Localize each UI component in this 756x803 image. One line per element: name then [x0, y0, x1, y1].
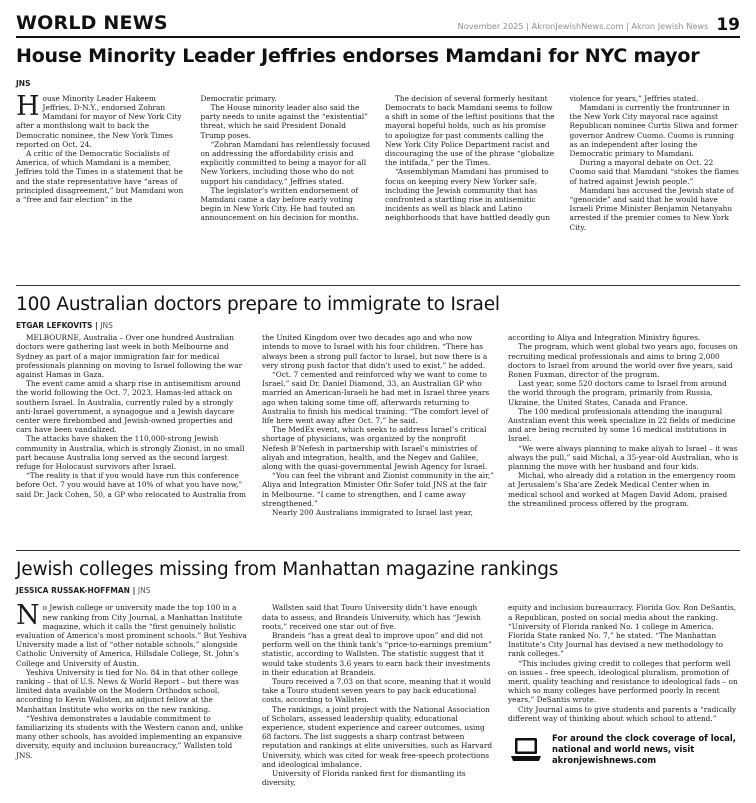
paragraph: equity and inclusion bureaucracy. Florida Gov. Ron DeSantis, a Republican, posted on social media about the ranking. “University of Florida ranked No. 1 college in America. Florida State ranked No. 7,” he stated. “The Manhattan Institute’s City Journal has devised a new methodology to rank colleges.” [508, 603, 737, 659]
paragraph: Yeshiva University is tied for No. 84 in that other college ranking – that of U.S. News & World Report – but there was limited data available on the Modern Orthodox school, according to Kevin Wallsten, an adjunct fellow at the Manhattan Institute who works on the new ranking. [16, 667, 239, 714]
byline-source: JNS [16, 78, 31, 88]
byline-source: JNS [137, 586, 151, 596]
article-column [262, 603, 494, 803]
paragraph: The rankings, a joint project with the National Association of Scholars, assessed leadership quality, educational experience, student experience and career outcomes, using 68 factors. The list suggests a sharp contrast between reputation and rankings at elite universities, such as Harvard University, which was cited for weak free-speech protections and ideological imbalance. [262, 704, 493, 769]
paragraph: Nearly 200 Australians immigrated to Israel last year, [272, 507, 473, 517]
paragraph: The attacks have shaken the 110,000-strong Jewish community in Australia, which is strongly Zionist, in no small part because Australia long served as the second largest refuge for Holocaust survivors after Israel. [16, 434, 245, 471]
section-divider [16, 285, 740, 286]
article-jewish-colleges [16, 559, 740, 803]
byline-author: ETGAR LEFKOVITS [16, 321, 93, 331]
article-byline: ETGAR LEFKOVITS | JNS [16, 321, 113, 331]
article-body [16, 333, 740, 546]
paragraph: “You can feel the vibrant and Zionist community in the air,” Aliya and Integration Minister Ofir Sofer told JNS at the fair in Melbourne. “I came to strengthen, and I came away strengthened.” [262, 471, 494, 508]
paragraph: Last year, some 520 doctors came to Israel from around the world through the program, primarily from Russia, Ukraine, the United States, Canada and France. [508, 379, 727, 407]
paragraph: Mamdani is currently the frontrunner in the New York City mayoral race against Republican nominee Curtis Sliwa and former governor Andrew Cuomo. Cuomo is running as an independent after losing the Democratic primary to Mamdani. [569, 103, 738, 159]
article-column [16, 600, 248, 803]
paragraph: “We were always planning to make aliyah to Israel – it was always the pull,” said Michal, a 35-year-old Australian, who is planning the move with her husband and four kids. [508, 443, 739, 471]
laptop-icon [510, 736, 542, 764]
paragraph: “Assemblyman Mamdani has promised to focus on keeping every New Yorker safe, including the Jewish community that has confronted a startling rise in antisemitic incidents as well as black and Latino neighborhoods that have battled deadly gun [385, 167, 550, 223]
article-column [570, 94, 741, 279]
article-column [508, 333, 740, 546]
paragraph: o Jewish college or university made the top 100 in a new ranking from City Journal, a Manhattan Institute magazine, which it calls the “first genuinely holistic evaluation of America’s most prominent schools.” But Yeshiva University made a list of “other notable schools,” alongside Catholic University of America, Hillsdale College, St. John’s College and University of Austin. [16, 603, 247, 668]
paragraph: Touro received a 7.03 on that score, meaning that it would take a Touro student seven years to pay back educational costs, according to Wallsten. [262, 677, 491, 705]
article-byline: JESSICA RUSSAK-HOFFMAN | JNS [16, 586, 151, 596]
promo-text: For around the clock coverage of local, national and world news, visit akronjewishnews.com [552, 733, 736, 766]
article-headline: Jewish colleges missing from Manhattan magazine rankings [16, 559, 559, 581]
section-divider [16, 550, 740, 551]
byline-author: JESSICA RUSSAK-HOFFMAN [16, 586, 130, 596]
article-column [385, 94, 556, 279]
section-title: WORLD NEWS [16, 12, 168, 34]
paragraph: Wallsten said that Touro University didn’t have enough data to assess, and Brandeis University, which has “Jewish roots,” received one star out of five. [262, 603, 481, 631]
paragraph: Brandeis “has a great deal to improve upon” and did not perform well on the think tank’s “price-to-earnings premium” statistic, according to Wallsten. The statistic suggest that it would take students 3.6 years to earn back their investments in their education at Brandeis. [262, 630, 492, 677]
drop-cap: N [16, 600, 40, 632]
paragraph: “Zohran Mamdani has relentlessly focused on addressing the affordability crisis and explicitly committed to being a mayor for all New Yorkers, including those who do not support his candidacy,” Jeffries stated. [200, 139, 371, 186]
folio-text: November 2025 | AkronJewishNews.com | Akron Jewish News [457, 21, 709, 31]
article-headline: 100 Australian doctors prepare to immigrate to Israel [16, 293, 500, 315]
page-number: 19 [716, 15, 740, 35]
paragraph: “The reality is that if you would have run this conference before Oct. 7 you would have at 10% of what you have now,” said Dr. Jack Cohen, 50, a GP who relocated to Australia from [16, 471, 246, 499]
folio [458, 17, 740, 36]
article-column [508, 603, 740, 803]
page-header [16, 10, 740, 38]
paragraph: the United Kingdom over two decades ago and who now intends to move to Israel with his four children. “There has always been a strong pull factor to Israel, but now there is a very strong push factor that didn’t used to exist,” he added. [262, 333, 488, 370]
paragraph: City Journal aims to give students and parents a “radically different way of thinking about which school to attend.” [508, 704, 737, 723]
website-promo [508, 733, 740, 766]
article-column [201, 94, 372, 279]
paragraph: The decision of several formerly hesitant Democrats to back Mamdani seems to follow a shift in some of the leftist positions that the mayoral hopeful holds, such as his promise to apologize for past comments calling the New York City Police Department racist and discouraging the use of the phrase “globalize the intifada,” per the Times. [385, 93, 555, 168]
paragraph: MELBOURNE, Australia – Over one hundred Australian doctors were gathering last week in both Melbourne and Sydney as part of a major immigration fair for medical professionals planning on moving to Israel following the war against Hamas in Gaza. [16, 333, 243, 379]
paragraph: The MedEx event, which seeks to address Israel’s critical shortage of physicians, was organized by the nonprofit Nefesh B’Nefesh in partnership with Israel’s ministries of aliyah and integration, health, and the Negev and Galilee, along with the quasi-governmental Jewish Agency for Israel. [262, 425, 488, 471]
byline-source: JNS [100, 321, 113, 331]
article-body [16, 90, 740, 279]
article-australian-doctors [16, 294, 740, 546]
paragraph: A critic of the Democratic Socialists of America, of which Mamdani is a member, Jeffries told the Times in a statement that he and the state representative have “areas of principled disagreement,” but Mamdani won a “free and fair election” in the [16, 149, 184, 205]
paragraph: Democratic primary. [200, 93, 277, 103]
paragraph: ouse Minority Leader Hakeem Jeffries, D-N.Y., endorsed Zohran Mamdani for mayor of New York City after a monthslong wait to back the Democratic nominee, the New York Times reported on Oct. 24. [16, 93, 182, 149]
paragraph: The event came amid a sharp rise in antisemitism around the world following the Oct. 7, 2023, Hamas-led attack on southern Israel. In Australia, currently ruled by a strongly anti-Israel government, a synagogue and a Jewish daycare center were firebombed and Jewish-owned properties and cars have been vandalized. [16, 379, 241, 435]
paragraph: violence for years,” Jeffries stated. [569, 93, 699, 103]
paragraph: Mamdani has accused the Jewish state of “genocide” and said that he would have Israeli Prime Minister Benjamin Netanyahu arrested if the premier comes to New York City. [569, 185, 734, 232]
article-column [16, 333, 248, 546]
paragraph: “Oct. 7 cemented and reinforced why we want to come to Israel,” said Dr. Daniel Diamond, 33, an Australian GP who married an American-Israeli he had met in Israel three years ago when taking some time off, afterwards returning to Australia to finish his medical training. “The comfort level of life here went away after Oct. 7,” he said. [262, 369, 490, 425]
paragraph: according to Aliya and Integration Ministry figures. [508, 333, 701, 343]
paragraph: The legislator’s written endorsement of Mamdani came a day before early voting begin in New York City. He had touted an announcement on his decision for months. [200, 185, 359, 223]
paragraph: The 100 medical professionals attending the inaugural Australian event this week specialize in 22 fields of medicine and are being recruited by some 16 medical institutions in Israel. [508, 406, 736, 444]
paragraph: The program, which went global two years ago, focuses on recruiting medical professionals and aims to bring 2,000 doctors to Israel from around the world over five years, said Ronen Fuxman, director of the program. [508, 342, 738, 379]
paragraph: Michal, who already did a rotation in the emergency room at Jerusalem’s Sha’are Zedek Medical Center when in medical school and worked at Magen David Adom, praised the streamlined process offered by the program. [508, 471, 736, 508]
paragraph: During a mayoral debate on Oct. 22 Cuomo said that Mamdani “stokes the flames of hatred against Jewish people.” [569, 158, 739, 186]
article-column [262, 333, 494, 546]
paragraph: University of Florida ranked first for dismantling its diversity, [262, 769, 466, 788]
paragraph: The House minority leader also said the party needs to unite against the “existential” threat, which he said President Donald Trump poses. [200, 103, 369, 140]
article-jeffries-mamdani [16, 46, 740, 279]
paragraph: “This includes giving credit to colleges that perform well on issues – free speech, ideological pluralism, promotion of merit, quality teaching and resistance to ideological fads – on which so many colleges have performed poorly In recent years,” DeSantis wrote. [508, 658, 738, 705]
article-byline [16, 79, 740, 88]
article-column [16, 90, 187, 279]
article-headline: House Minority Leader Jeffries endorses Mamdani for NYC mayor [16, 45, 700, 67]
drop-cap: H [16, 90, 40, 122]
article-body [16, 600, 740, 803]
paragraph: “Yeshiva demonstrates a laudable commitment to familiarizing its students with the Western canon and, unlike many other schools, has avoided implementing an expansive diversity, equity and inclusion bureaucracy,” Wallsten told JNS. [16, 713, 244, 760]
